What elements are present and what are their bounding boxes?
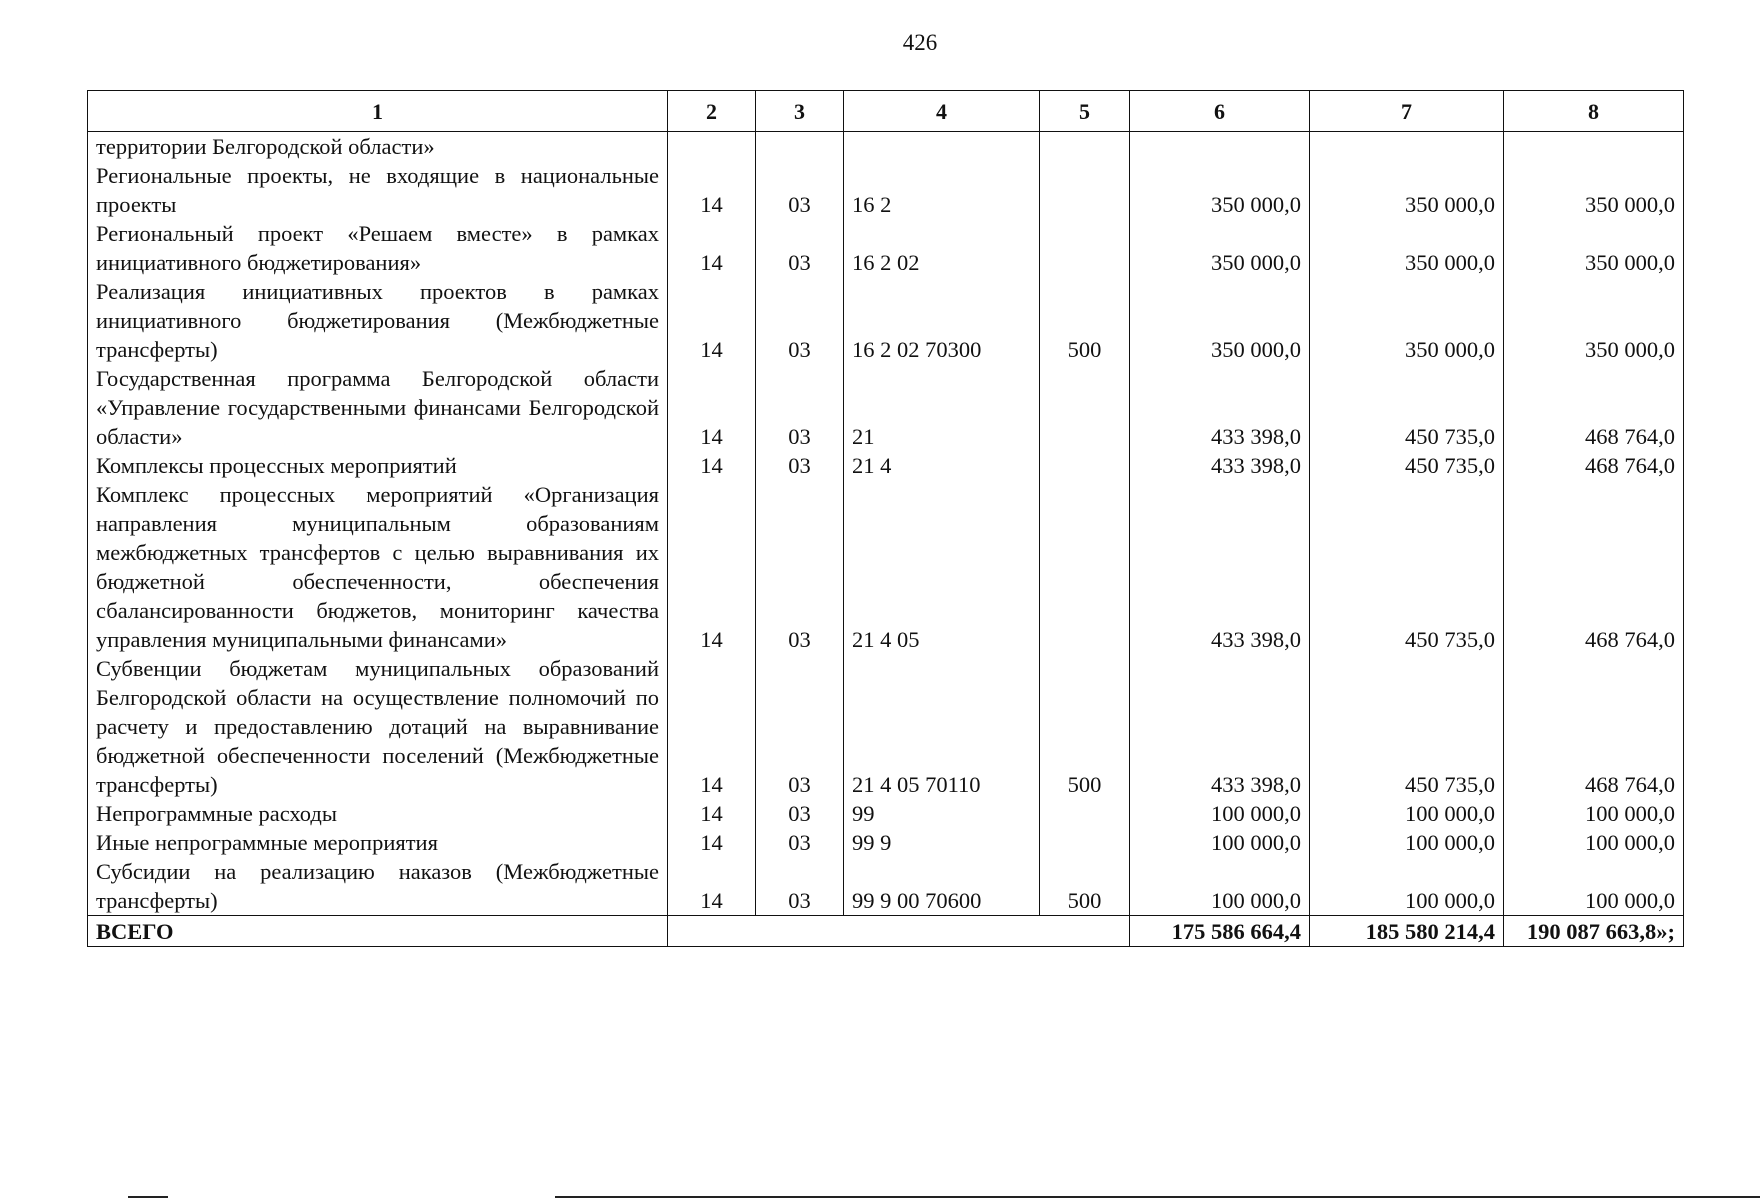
row-target-article: 99 9 <box>844 828 1040 857</box>
row-value-7: 450 735,0 <box>1310 364 1504 451</box>
row-value-8: 350 000,0 <box>1504 219 1684 277</box>
row-target-article: 16 2 02 70300 <box>844 277 1040 364</box>
table-row <box>88 132 1684 162</box>
row-target-article: 99 9 00 70600 <box>844 857 1040 916</box>
header-col-5: 5 <box>1040 91 1130 132</box>
row-name: Субвенции бюджетам муниципальных образований Белгородской области на осуществление полномочий по расчету и предоставлению дотаций на выравнивание бюджетной обеспеченности поселений (Межбюджетные трансферты) <box>88 654 668 799</box>
row-section: 14 <box>668 451 756 480</box>
row-target-article: 21 4 05 <box>844 480 1040 654</box>
row-value-8: 350 000,0 <box>1504 277 1684 364</box>
row-expense-type <box>1040 132 1130 162</box>
row-expense-type: 500 <box>1040 857 1130 916</box>
table-row <box>88 654 1684 799</box>
bottom-rule-right <box>555 1196 1760 1198</box>
row-subsection <box>756 132 844 162</box>
row-value-7: 100 000,0 <box>1310 828 1504 857</box>
row-value-6: 100 000,0 <box>1130 828 1310 857</box>
row-expense-type: 500 <box>1040 654 1130 799</box>
row-value-7: 100 000,0 <box>1310 857 1504 916</box>
row-section: 14 <box>668 161 756 219</box>
row-target-article <box>844 132 1040 162</box>
row-value-7: 350 000,0 <box>1310 277 1504 364</box>
row-target-article: 21 4 <box>844 451 1040 480</box>
table-row <box>88 828 1684 857</box>
header-col-8: 8 <box>1504 91 1684 132</box>
header-col-3: 3 <box>756 91 844 132</box>
row-value-6: 350 000,0 <box>1130 161 1310 219</box>
table-body <box>88 132 1684 947</box>
row-subsection: 03 <box>756 451 844 480</box>
row-subsection: 03 <box>756 277 844 364</box>
table-row <box>88 364 1684 451</box>
row-expense-type <box>1040 219 1130 277</box>
row-value-7: 350 000,0 <box>1310 161 1504 219</box>
row-value-7: 450 735,0 <box>1310 451 1504 480</box>
table-row <box>88 480 1684 654</box>
row-name: территории Белгородской области» <box>88 132 668 162</box>
row-section: 14 <box>668 480 756 654</box>
row-name: Реализация инициативных проектов в рамках инициативного бюджетирования (Межбюджетные трансферты) <box>88 277 668 364</box>
row-value-6: 350 000,0 <box>1130 219 1310 277</box>
row-value-6: 100 000,0 <box>1130 857 1310 916</box>
row-expense-type <box>1040 480 1130 654</box>
row-expense-type <box>1040 364 1130 451</box>
table-row <box>88 219 1684 277</box>
row-name: Государственная программа Белгородской области «Управление государственными финансами Белгородской области» <box>88 364 668 451</box>
row-value-8: 100 000,0 <box>1504 799 1684 828</box>
row-value-7: 450 735,0 <box>1310 654 1504 799</box>
row-section <box>668 132 756 162</box>
row-name: Комплекс процессных мероприятий «Организация направления муниципальным образованиям межбюджетных трансфертов с целью выравнивания их бюджетной обеспеченности, обеспечения сбалансированности бюджетов, мониторинг качества управления муниципальными финансами» <box>88 480 668 654</box>
row-section: 14 <box>668 219 756 277</box>
row-value-7: 100 000,0 <box>1310 799 1504 828</box>
row-name: Региональный проект «Решаем вместе» в рамках инициативного бюджетирования» <box>88 219 668 277</box>
total-value-6: 175 586 664,4 <box>1130 916 1310 947</box>
total-value-7: 185 580 214,4 <box>1310 916 1504 947</box>
row-value-8 <box>1504 132 1684 162</box>
header-col-1: 1 <box>88 91 668 132</box>
row-value-8: 468 764,0 <box>1504 480 1684 654</box>
row-target-article: 16 2 02 <box>844 219 1040 277</box>
table-row <box>88 161 1684 219</box>
row-value-6: 433 398,0 <box>1130 364 1310 451</box>
row-value-6: 100 000,0 <box>1130 799 1310 828</box>
row-expense-type <box>1040 451 1130 480</box>
header-col-7: 7 <box>1310 91 1504 132</box>
row-section: 14 <box>668 828 756 857</box>
row-value-8: 350 000,0 <box>1504 161 1684 219</box>
budget-table <box>87 90 1684 947</box>
total-row <box>88 916 1684 947</box>
table-row <box>88 857 1684 916</box>
row-section: 14 <box>668 857 756 916</box>
row-section: 14 <box>668 654 756 799</box>
row-value-8: 100 000,0 <box>1504 857 1684 916</box>
row-value-6: 433 398,0 <box>1130 451 1310 480</box>
row-value-6 <box>1130 132 1310 162</box>
row-target-article: 16 2 <box>844 161 1040 219</box>
row-name: Субсидии на реализацию наказов (Межбюджетные трансферты) <box>88 857 668 916</box>
row-expense-type <box>1040 828 1130 857</box>
row-value-7: 350 000,0 <box>1310 219 1504 277</box>
row-value-8: 100 000,0 <box>1504 828 1684 857</box>
table-header <box>88 91 1684 132</box>
header-row <box>88 91 1684 132</box>
row-value-8: 468 764,0 <box>1504 654 1684 799</box>
row-value-7: 450 735,0 <box>1310 480 1504 654</box>
table-row <box>88 799 1684 828</box>
row-subsection: 03 <box>756 364 844 451</box>
row-section: 14 <box>668 277 756 364</box>
header-col-6: 6 <box>1130 91 1310 132</box>
row-value-7 <box>1310 132 1504 162</box>
row-subsection: 03 <box>756 654 844 799</box>
row-section: 14 <box>668 799 756 828</box>
row-subsection: 03 <box>756 828 844 857</box>
row-expense-type <box>1040 161 1130 219</box>
row-name: Иные непрограммные мероприятия <box>88 828 668 857</box>
row-subsection: 03 <box>756 799 844 828</box>
row-target-article: 21 4 05 70110 <box>844 654 1040 799</box>
row-value-6: 350 000,0 <box>1130 277 1310 364</box>
page-number: 426 <box>902 30 938 55</box>
row-name: Региональные проекты, не входящие в национальные проекты <box>88 161 668 219</box>
total-label: ВСЕГО <box>88 916 668 947</box>
table-row <box>88 451 1684 480</box>
header-col-2: 2 <box>668 91 756 132</box>
row-subsection: 03 <box>756 480 844 654</box>
row-section: 14 <box>668 364 756 451</box>
row-expense-type: 500 <box>1040 277 1130 364</box>
row-subsection: 03 <box>756 161 844 219</box>
row-value-6: 433 398,0 <box>1130 480 1310 654</box>
bottom-rule-left <box>128 1196 168 1198</box>
row-expense-type <box>1040 799 1130 828</box>
row-value-8: 468 764,0 <box>1504 451 1684 480</box>
row-name: Непрограммные расходы <box>88 799 668 828</box>
row-value-8: 468 764,0 <box>1504 364 1684 451</box>
total-empty-codes <box>668 916 1130 947</box>
row-subsection: 03 <box>756 219 844 277</box>
header-col-4: 4 <box>844 91 1040 132</box>
total-value-8: 190 087 663,8»; <box>1504 916 1684 947</box>
row-name: Комплексы процессных мероприятий <box>88 451 668 480</box>
row-subsection: 03 <box>756 857 844 916</box>
row-value-6: 433 398,0 <box>1130 654 1310 799</box>
row-target-article: 21 <box>844 364 1040 451</box>
row-target-article: 99 <box>844 799 1040 828</box>
table-row <box>88 277 1684 364</box>
